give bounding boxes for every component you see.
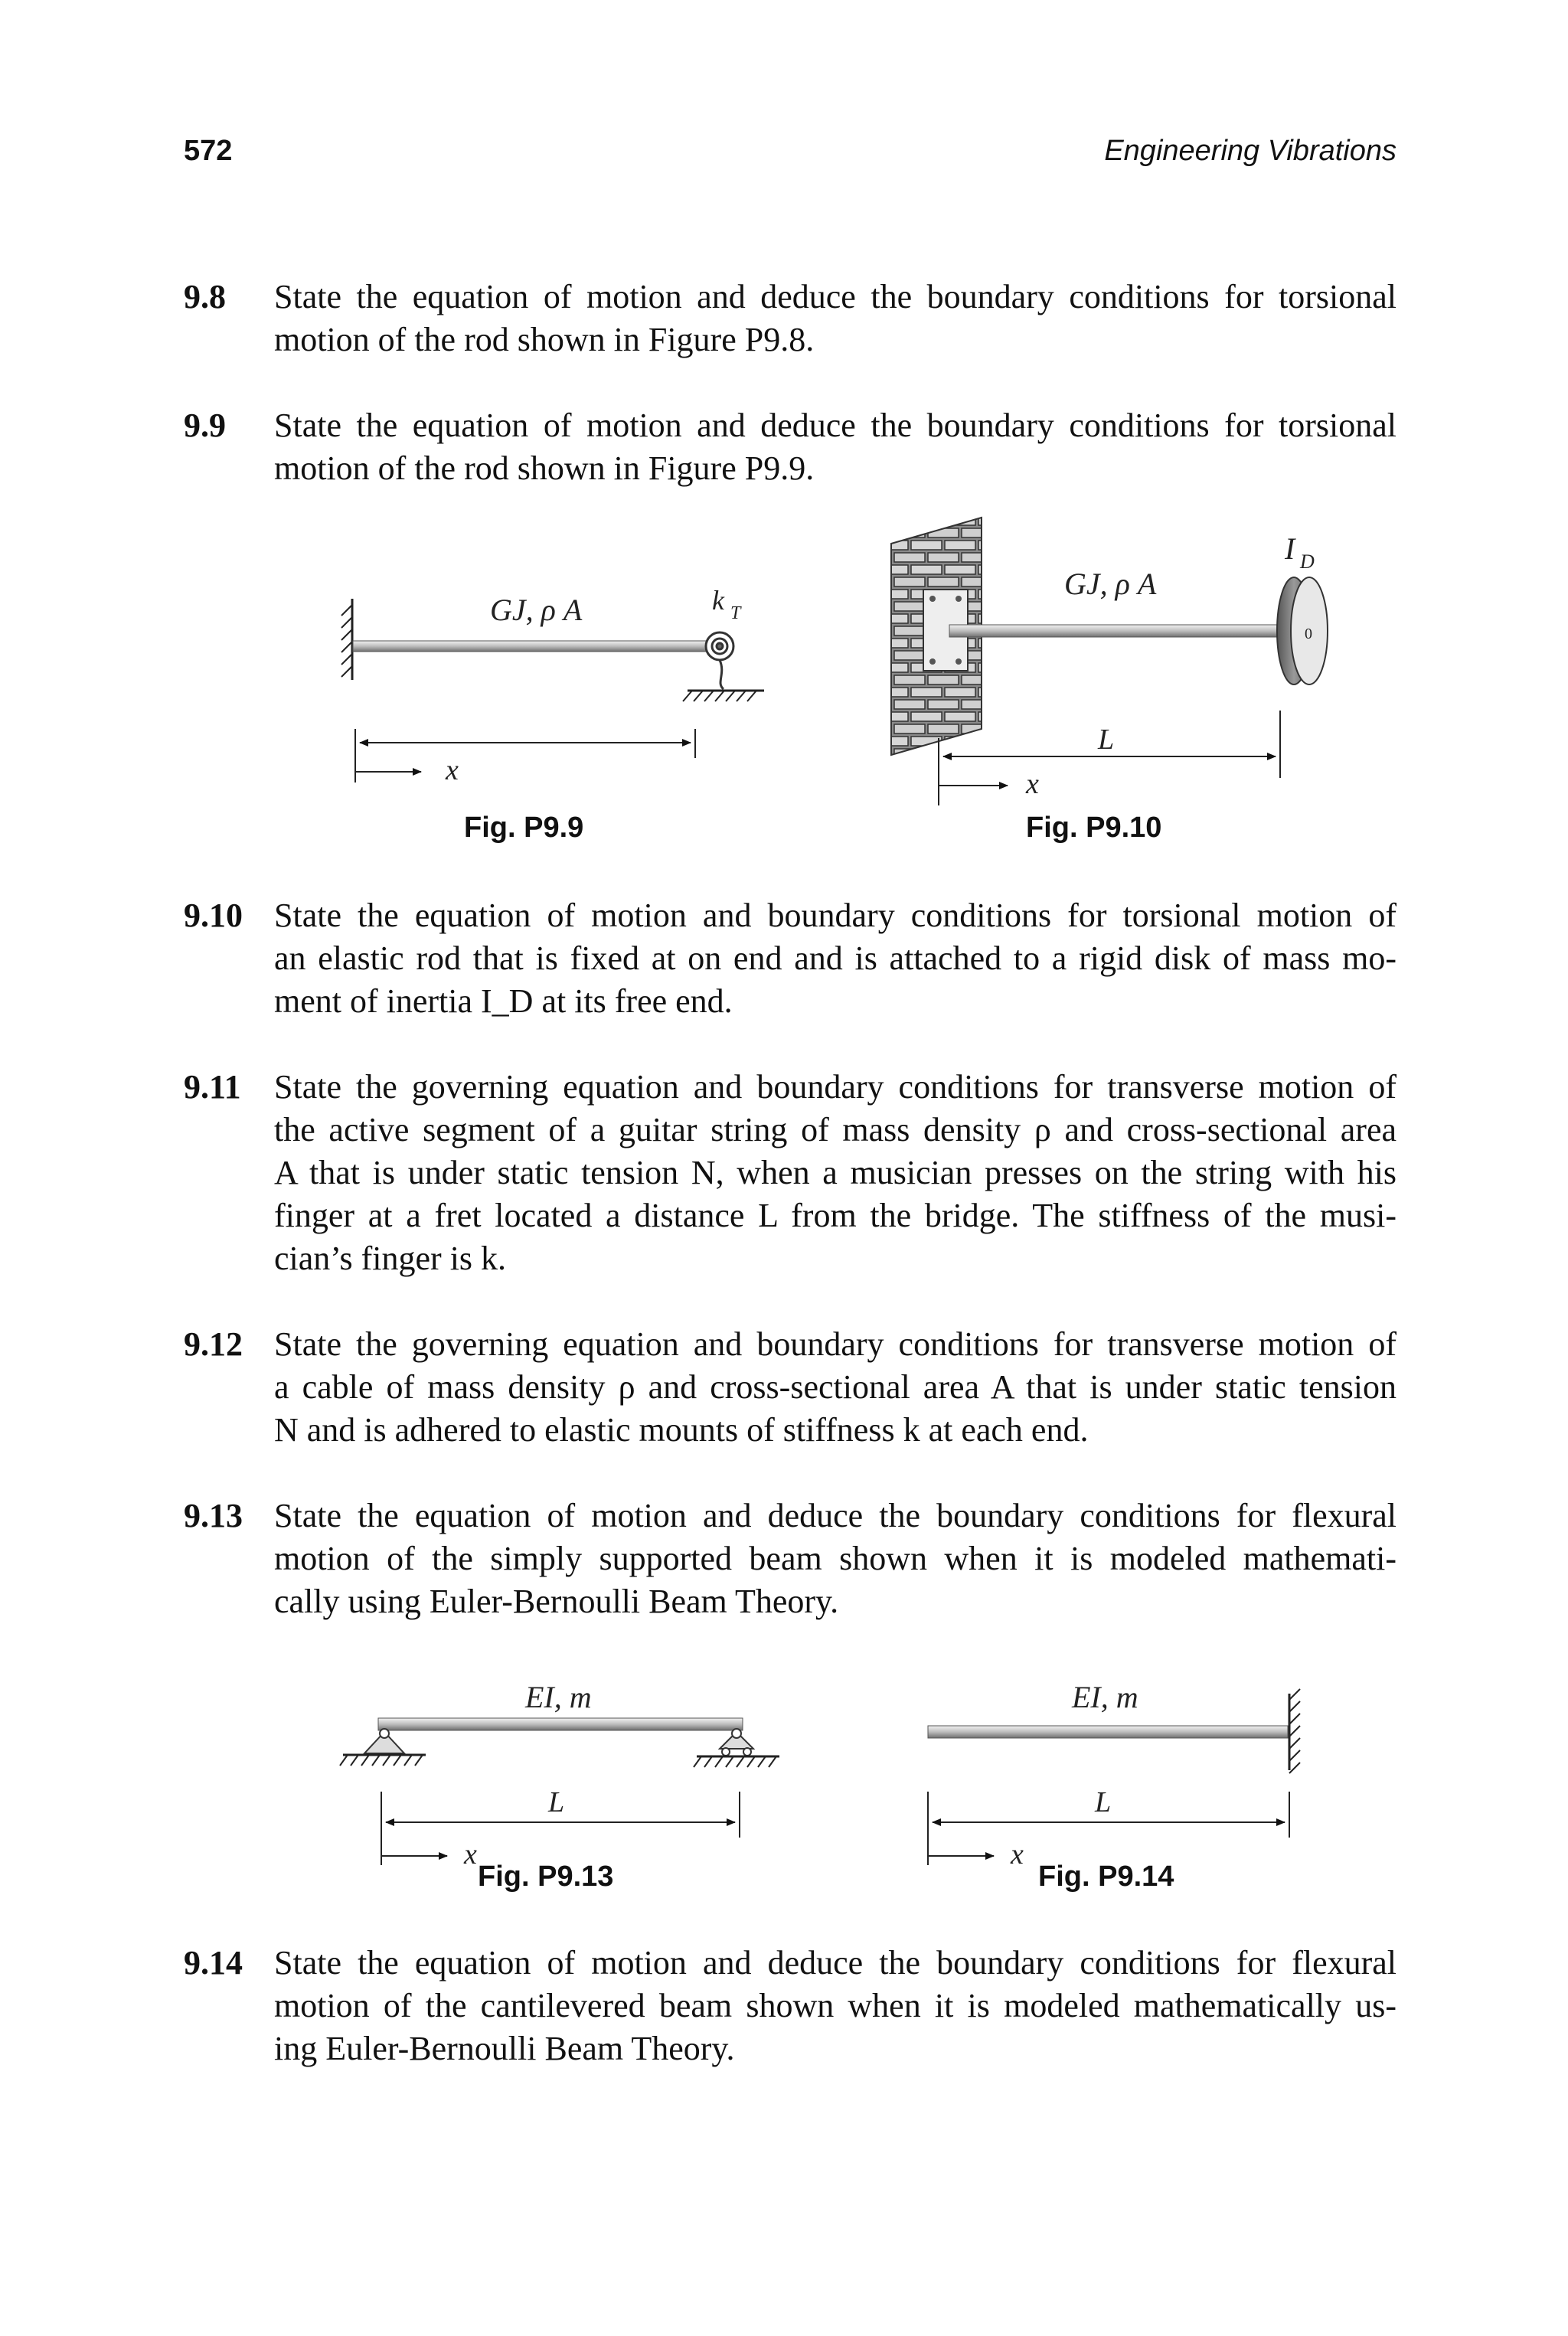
length-label: L (1095, 1786, 1112, 1818)
figure-p9-10 (891, 518, 1328, 805)
problem-line: A that is under static tension N, when a musician presses on the string with his (274, 1154, 1396, 1191)
problem-line: motion of the simply supported beam shown when it is modeled mathemati- (274, 1540, 1396, 1577)
running-title: Engineering Vibrations (1104, 135, 1396, 167)
problem-number: 9.12 (184, 1325, 243, 1363)
beam (378, 1718, 743, 1730)
problem-line: State the equation of motion and deduce the boundary conditions for torsional (274, 278, 1396, 315)
problem-line: ing Euler-Bernoulli Beam Theory. (274, 2030, 735, 2067)
coord-label: x (464, 1838, 477, 1870)
disk-mark: 0 (1305, 626, 1312, 642)
wall-hatch (341, 605, 352, 677)
inertia-label: I (1285, 531, 1295, 566)
rod (949, 625, 1286, 637)
problem-line: motion of the rod shown in Figure P9.9. (274, 449, 815, 487)
rod (353, 641, 707, 652)
length-label: L (548, 1786, 565, 1818)
problem-9-14 (184, 1942, 1396, 2070)
ground-hatch (683, 691, 756, 701)
problem-line: State the equation of motion and deduce the boundary conditions for flexural (274, 1497, 1396, 1534)
torsional-spring (706, 632, 733, 689)
problem-number: 9.14 (184, 1944, 243, 1982)
problem-line: State the equation of motion and deduce the boundary conditions for torsional (274, 407, 1396, 444)
figure-p9-14 (928, 1680, 1300, 1870)
stiffness-label: GJ, ρ A (1064, 567, 1157, 601)
coord-label: x (1011, 1838, 1024, 1870)
problem-number: 9.13 (184, 1497, 243, 1534)
problem-9-13 (184, 1495, 1396, 1623)
problem-line: motion of the rod shown in Figure P9.8. (274, 321, 815, 358)
problem-line: the active segment of a guitar string of mass density ρ and cross-sectional area (274, 1111, 1396, 1148)
problem-line: finger at a fret located a distance L from the bridge. The stiffness of the musi- (274, 1197, 1396, 1234)
page-number: 572 (184, 135, 233, 167)
spring-subscript: T (730, 603, 741, 623)
problem-line: N and is adhered to elastic mounts of stiffness k at each end. (274, 1411, 1089, 1449)
spring-label: k (712, 585, 724, 616)
problem-number: 9.11 (184, 1068, 241, 1106)
problem-line: cally using Euler-Bernoulli Beam Theory. (274, 1583, 839, 1620)
problem-line: a cable of mass density ρ and cross-sectional area A that is under static tension (274, 1368, 1396, 1406)
problem-line: State the equation of motion and deduce the boundary conditions for flexural (274, 1944, 1396, 1982)
caption-p9-9: Fig. P9.9 (464, 812, 584, 844)
coord-label: x (1026, 768, 1039, 800)
coord-label: x (446, 754, 459, 786)
problem-line: motion of the cantilevered beam shown when it is modeled mathematically us- (274, 1987, 1396, 2024)
problem-line: State the governing equation and boundary conditions for transverse motion of (274, 1068, 1396, 1106)
problem-line: ment of inertia I_D at its free end. (274, 982, 733, 1020)
stiffness-label: GJ, ρ A (490, 593, 583, 627)
length-label: L (1098, 724, 1115, 756)
problem-line: State the equation of motion and boundary conditions for torsional motion of (274, 897, 1396, 934)
inertia-subscript: D (1300, 551, 1315, 573)
wall-hatch (1289, 1689, 1300, 1773)
problem-9-12 (184, 1323, 1396, 1452)
problem-line: cian’s finger is k. (274, 1240, 507, 1277)
problem-number: 9.9 (184, 407, 226, 444)
caption-p9-10: Fig. P9.10 (1026, 812, 1162, 844)
stiffness-label: EI, m (1072, 1680, 1138, 1714)
beam (928, 1726, 1288, 1738)
caption-p9-14: Fig. P9.14 (1038, 1861, 1174, 1893)
problem-9-11 (184, 1066, 1396, 1280)
problem-line: State the governing equation and boundary conditions for transverse motion of (274, 1325, 1396, 1363)
problem-number: 9.10 (184, 897, 243, 934)
figure-p9-9 (341, 585, 764, 786)
problem-line: an elastic rod that is fixed at on end and is attached to a rigid disk of mass mo- (274, 939, 1396, 977)
caption-p9-13: Fig. P9.13 (478, 1861, 614, 1893)
problem-9-10 (184, 894, 1396, 1023)
figure-p9-13 (340, 1680, 779, 1870)
stiffness-label: EI, m (525, 1680, 592, 1714)
problem-number: 9.8 (184, 278, 226, 315)
